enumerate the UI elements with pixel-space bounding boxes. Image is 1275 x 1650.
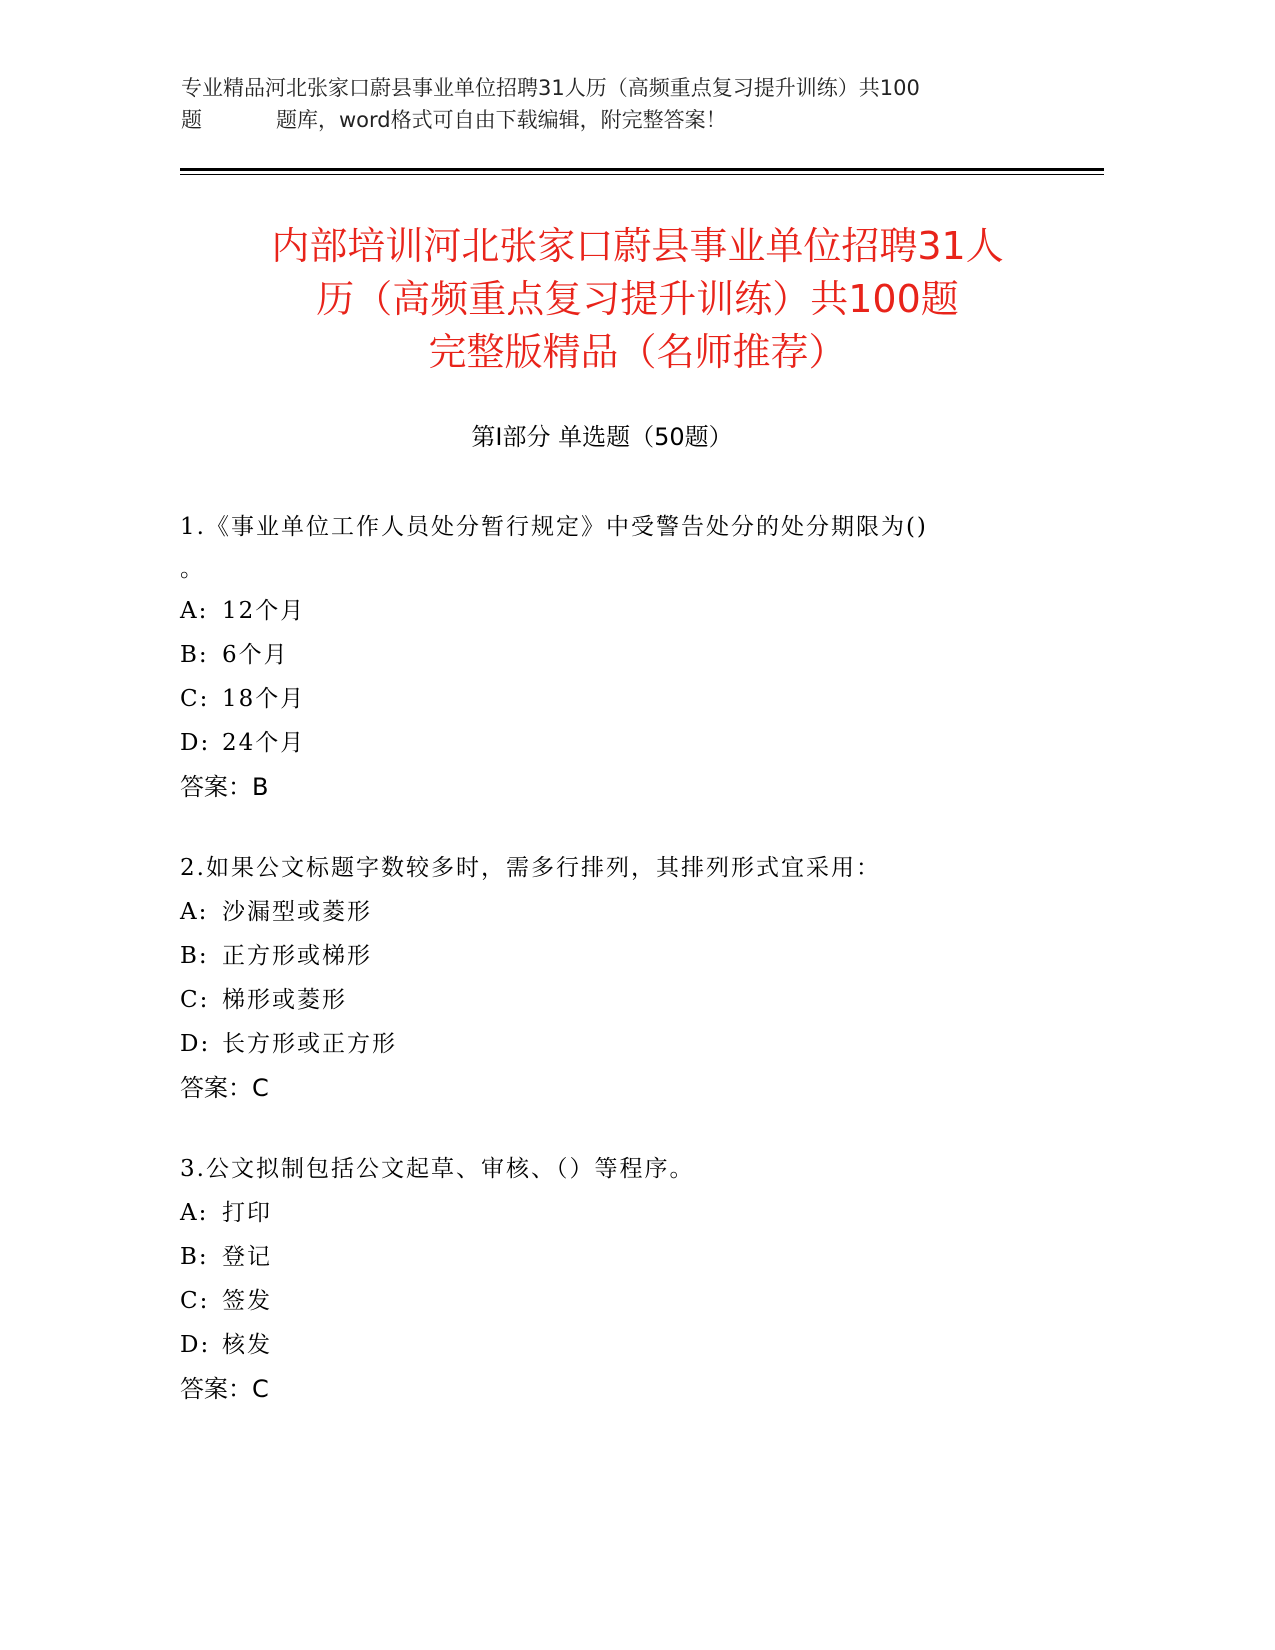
- question-list: [180, 505, 1080, 1448]
- title-line-2: 历（高频重点复习提升训练）共100题: [316, 277, 959, 321]
- option-key: A:: [180, 1200, 209, 1226]
- option-text: 核发: [222, 1332, 272, 1358]
- document-header: [181, 72, 1061, 136]
- header-line-1: 专业精品河北张家口蔚县事业单位招聘31人历（高频重点复习提升训练）共100: [181, 76, 920, 100]
- option-key: A:: [180, 899, 209, 925]
- option-text: 18个月: [222, 686, 306, 712]
- title-line-3: 完整版精品（名师推荐）: [428, 330, 847, 374]
- option-key: C:: [180, 686, 210, 712]
- header-line-2-start: 题: [181, 108, 202, 132]
- answer: 答案：C: [180, 1375, 269, 1403]
- question-1: [180, 505, 1080, 809]
- option-b: [180, 1235, 1080, 1279]
- option-a: [180, 1191, 1080, 1235]
- option-text: 打印: [222, 1200, 272, 1226]
- option-key: D:: [180, 1031, 211, 1057]
- option-text: 6个月: [222, 642, 289, 668]
- option-b: [180, 633, 1080, 677]
- option-text: 梯形或菱形: [222, 987, 347, 1013]
- option-key: B:: [180, 642, 209, 668]
- question-text: 3.公文拟制包括公文起草、审核、（）等程序。: [180, 1156, 695, 1182]
- option-d: [180, 1323, 1080, 1367]
- option-d: [180, 1022, 1080, 1066]
- title-line-1: 内部培训河北张家口蔚县事业单位招聘31人: [271, 224, 1004, 268]
- option-text: 沙漏型或菱形: [222, 899, 372, 925]
- option-key: C:: [180, 1288, 210, 1314]
- option-c: [180, 978, 1080, 1022]
- answer: 答案：C: [180, 1074, 269, 1102]
- question-3: [180, 1147, 1080, 1411]
- question-text: 2.如果公文标题字数较多时，需多行排列，其排列形式宜采用：: [180, 855, 881, 881]
- option-c: [180, 1279, 1080, 1323]
- header-line-2: [181, 104, 1061, 136]
- option-key: D:: [180, 1332, 211, 1358]
- option-key: C:: [180, 987, 210, 1013]
- header-divider-thick: [180, 168, 1104, 171]
- question-text: 1.《事业单位工作人员处分暂行规定》中受警告处分的处分期限为(): [180, 514, 928, 540]
- option-key: D:: [180, 730, 211, 756]
- option-a: [180, 890, 1080, 934]
- option-text: 正方形或梯形: [222, 943, 372, 969]
- answer: 答案：B: [180, 773, 269, 801]
- document-title: [150, 220, 1125, 379]
- section-title: 第Ⅰ部分 单选题（50题）: [471, 423, 733, 451]
- question-text-tail: 。: [180, 556, 205, 582]
- option-b: [180, 934, 1080, 978]
- option-text: 签发: [222, 1288, 272, 1314]
- option-key: A:: [180, 598, 209, 624]
- option-key: B:: [180, 1244, 209, 1270]
- option-d: [180, 721, 1080, 765]
- option-text: 12个月: [222, 598, 306, 624]
- header-divider-thin: [180, 174, 1104, 175]
- option-key: B:: [180, 943, 209, 969]
- header-line-2-rest: 题库，word格式可自由下载编辑，附完整答案！: [276, 108, 727, 132]
- option-text: 登记: [222, 1244, 272, 1270]
- question-2: [180, 846, 1080, 1110]
- option-a: [180, 589, 1080, 633]
- option-text: 24个月: [222, 730, 306, 756]
- option-text: 长方形或正方形: [222, 1031, 397, 1057]
- option-c: [180, 677, 1080, 721]
